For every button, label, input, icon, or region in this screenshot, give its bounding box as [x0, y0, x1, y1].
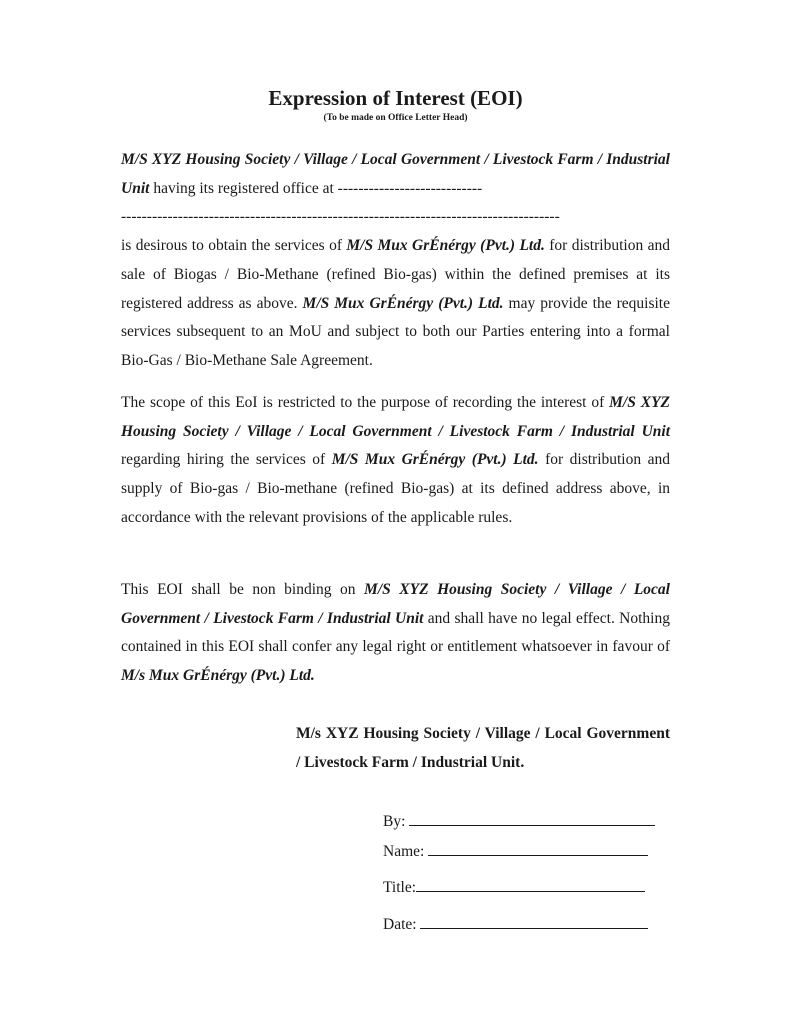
name-label: Name: [383, 843, 425, 860]
by-field [383, 811, 655, 831]
date-blank-line[interactable] [420, 914, 648, 929]
paragraph-text: and shall have no legal effect. Nothing contained in this EOI shall confer any legal right or entitlement whatsoever in favour of [121, 609, 670, 656]
name-blank-line[interactable] [428, 841, 648, 856]
by-blank-line[interactable] [409, 811, 655, 826]
paragraph-scope [121, 389, 670, 533]
date-label: Date: [383, 916, 417, 933]
signatory-name: M/s XYZ Housing Society / Village / Local Government / Livestock Farm / Industrial Unit. [296, 725, 670, 771]
paragraph-text: for distribution and sale of Biogas / Bio-Methane (refined Bio-gas) within the defined premises at its registered address as above. [121, 237, 670, 312]
title-field [383, 877, 645, 897]
paragraph-intro [121, 146, 670, 376]
paragraph-text: for distribution and supply of Bio-gas / Bio-methane (refined Bio-gas) at its defined address above, in accordance with the relevant provisions of the applicable rules. [121, 451, 670, 526]
document-subtitle: (To be made on Office Letter Head) [323, 113, 468, 123]
paragraph-text: is desirous to obtain the services of [121, 237, 347, 255]
company-name: M/S Mux GrÉnérgy (Pvt.) Ltd. [302, 294, 504, 312]
party-name: M/S XYZ Housing Society / Village / Local Government / Livestock Farm / Industrial Unit [121, 581, 670, 627]
paragraph-text: having its registered office at ---------------------------- [149, 179, 483, 197]
paragraph-text: regarding hiring the services of [121, 451, 332, 469]
paragraph-text: may provide the requisite services subsequent to an MoU and subject to both our Parties entering into a formal Bio-Gas / Bio-Methane Sale Agreement. [121, 294, 670, 369]
paragraph-text: This EOI shall be non binding on [121, 581, 365, 598]
by-label: By: [383, 813, 406, 830]
party-name: M/S XYZ Housing Society / Village / Local Government / Livestock Farm / Industrial Unit [121, 151, 670, 197]
title-blank-line[interactable] [416, 877, 645, 892]
paragraph-text: The scope of this EoI is restricted to the purpose of recording the interest of [121, 394, 610, 411]
company-name: M/s Mux GrÉnérgy (Pvt.) Ltd. [121, 667, 315, 685]
document-title: Expression of Interest (EOI) [268, 86, 523, 110]
party-name: M/S XYZ Housing Society / Village / Local Government / Livestock Farm / Industrial Unit [121, 394, 671, 440]
date-field [383, 914, 648, 934]
title-label: Title: [383, 879, 417, 896]
name-field [383, 841, 648, 861]
company-name: M/S Mux GrÉnérgy (Pvt.) Ltd. [331, 451, 539, 469]
address-blank-line: ------------------------------------------------------------------------------------- [121, 208, 560, 226]
company-name: M/S Mux GrÉnérgy (Pvt.) Ltd. [346, 237, 545, 255]
paragraph-non-binding [121, 576, 670, 691]
